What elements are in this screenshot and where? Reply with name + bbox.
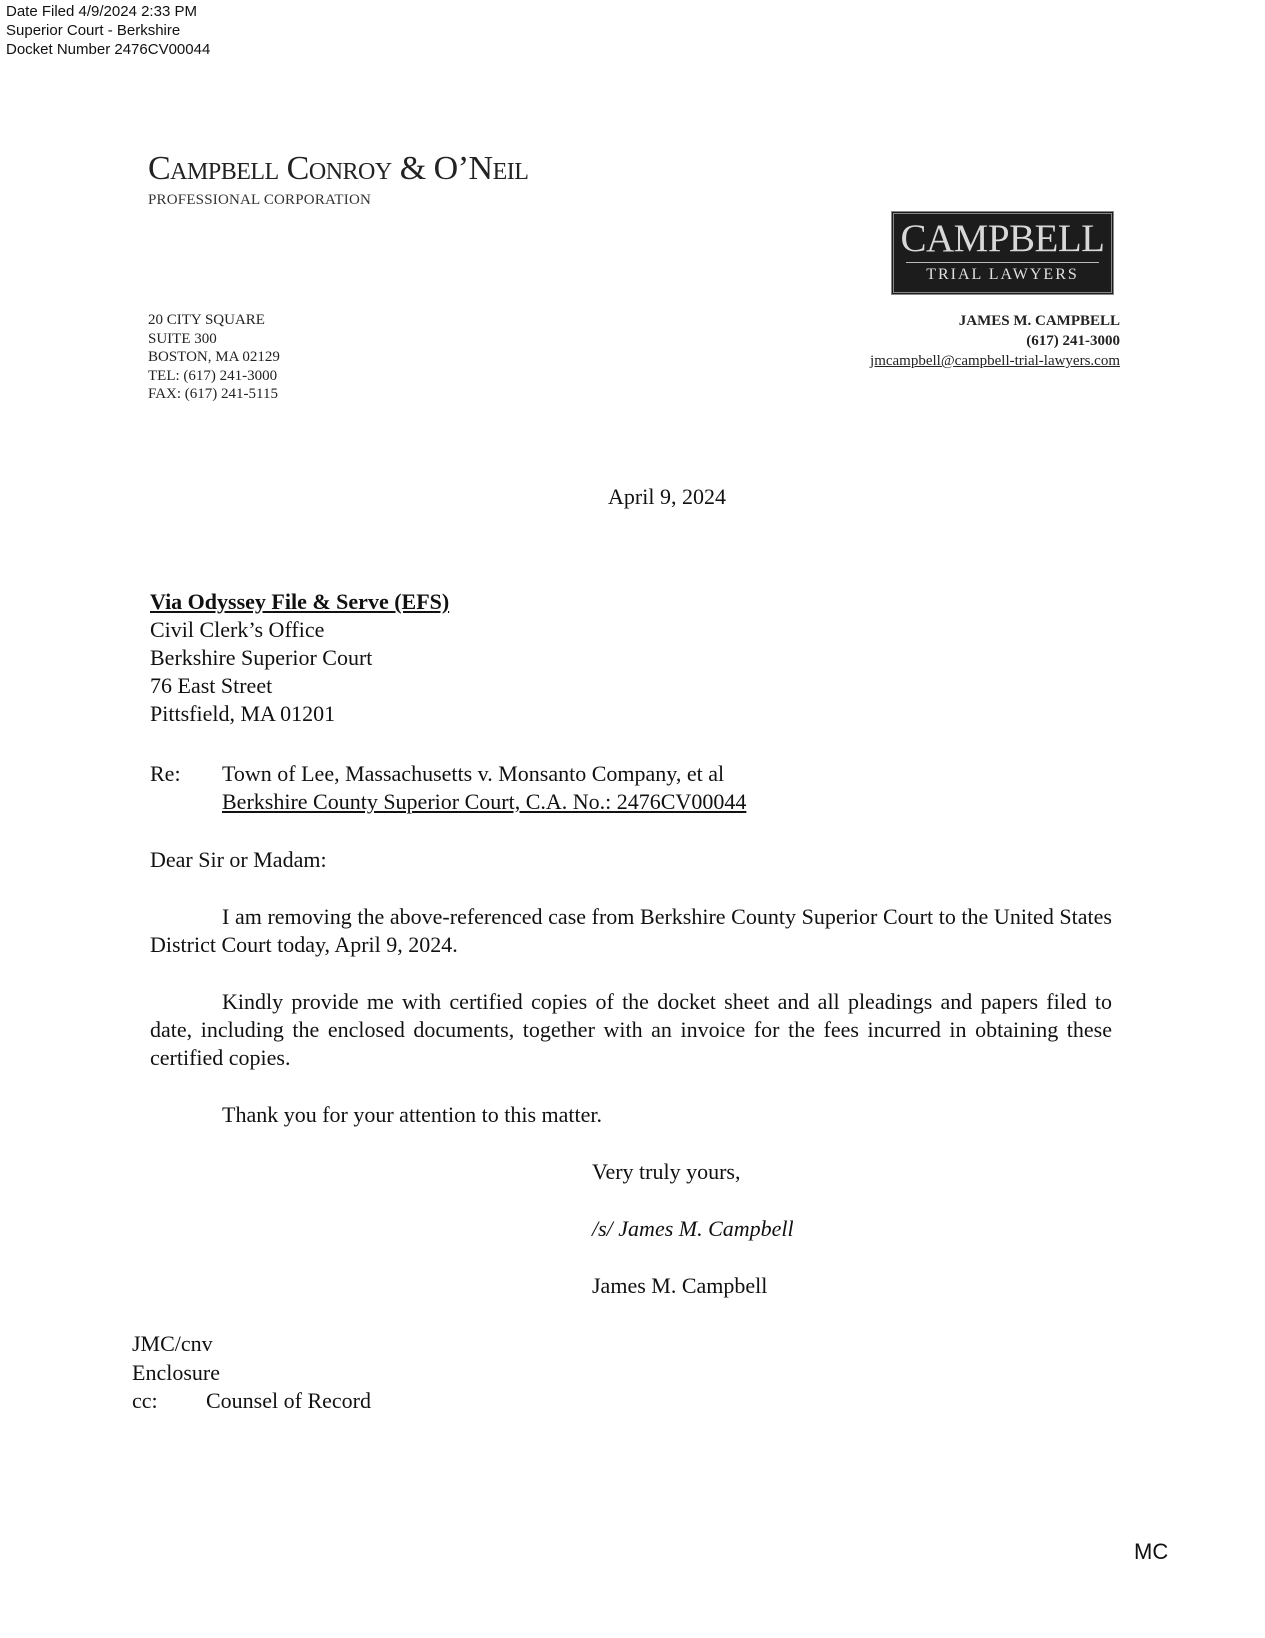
firm-subtitle: PROFESSIONAL CORPORATION: [148, 192, 372, 208]
firm-logo: [891, 211, 1114, 295]
attorney-email[interactable]: jmcampbell@campbell-trial-lawyers.com: [870, 353, 1120, 369]
typist-initials: JMC/cnv: [132, 1331, 213, 1356]
closing: Very truly yours,: [592, 1159, 741, 1184]
logo-subtitle: TRIAL LAWYERS: [926, 266, 1079, 283]
address-tel: TEL: (617) 241-3000: [148, 367, 278, 384]
logo-title: CAMPBELL: [900, 217, 1105, 260]
delivery-method: Via Odyssey File & Serve (EFS): [150, 589, 450, 614]
reference-block: [132, 1329, 220, 1387]
body-paragraph: Thank you for your attention to this matter.: [222, 1102, 603, 1127]
body-paragraph: I am removing the above-referenced case from Berkshire County Superior Court to the United States District Court today, April 9, 2024.: [150, 904, 1112, 957]
attorney-contact: [870, 311, 1120, 371]
recipient-line: 76 East Street: [150, 673, 273, 698]
address-street: 20 CITY SQUARE: [148, 312, 265, 328]
page-mark: MC: [1134, 1539, 1169, 1564]
recipient-line: Berkshire Superior Court: [150, 645, 373, 670]
filing-court: Superior Court - Berkshire: [6, 22, 181, 39]
filing-stamp: [6, 2, 210, 59]
case-number: Berkshire County Superior Court, C.A. No.: 2476CV00044: [222, 789, 747, 814]
case-title: Town of Lee, Massachusetts v. Monsanto Company, et al: [222, 761, 725, 786]
recipient-block: [150, 588, 449, 728]
address-fax: FAX: (617) 241-5115: [148, 386, 278, 402]
signature: /s/ James M. Campbell: [592, 1216, 794, 1241]
cc-recipient: Counsel of Record: [206, 1388, 371, 1413]
address-suite: SUITE 300: [148, 330, 217, 347]
enclosure-note: Enclosure: [132, 1360, 220, 1385]
recipient-line: Civil Clerk’s Office: [150, 617, 325, 642]
cc-label: cc:: [132, 1388, 158, 1413]
attorney-phone: (617) 241-3000: [1026, 333, 1120, 349]
re-label: Re:: [150, 761, 181, 786]
filing-docket: Docket Number 2476CV00044: [6, 41, 211, 58]
letter-date: April 9, 2024: [608, 484, 726, 509]
filing-date: Date Filed 4/9/2024 2:33 PM: [6, 3, 197, 20]
re-subject: [222, 760, 746, 816]
logo-divider: [906, 262, 1099, 263]
firm-address: [148, 311, 280, 404]
firm-name: Campbell Conroy & O’Neil: [148, 150, 529, 187]
attorney-name: JAMES M. CAMPBELL: [958, 313, 1120, 329]
address-city: BOSTON, MA 02129: [148, 349, 280, 365]
salutation: Dear Sir or Madam:: [150, 847, 327, 872]
signer-name: James M. Campbell: [592, 1273, 768, 1298]
recipient-line: Pittsfield, MA 01201: [150, 701, 336, 726]
body-paragraph: Kindly provide me with certified copies of the docket sheet and all pleadings and papers filed to date, including the enclosed documents, together with an invoice for the fees incurred in obtaining these certified copies.: [150, 989, 1112, 1070]
